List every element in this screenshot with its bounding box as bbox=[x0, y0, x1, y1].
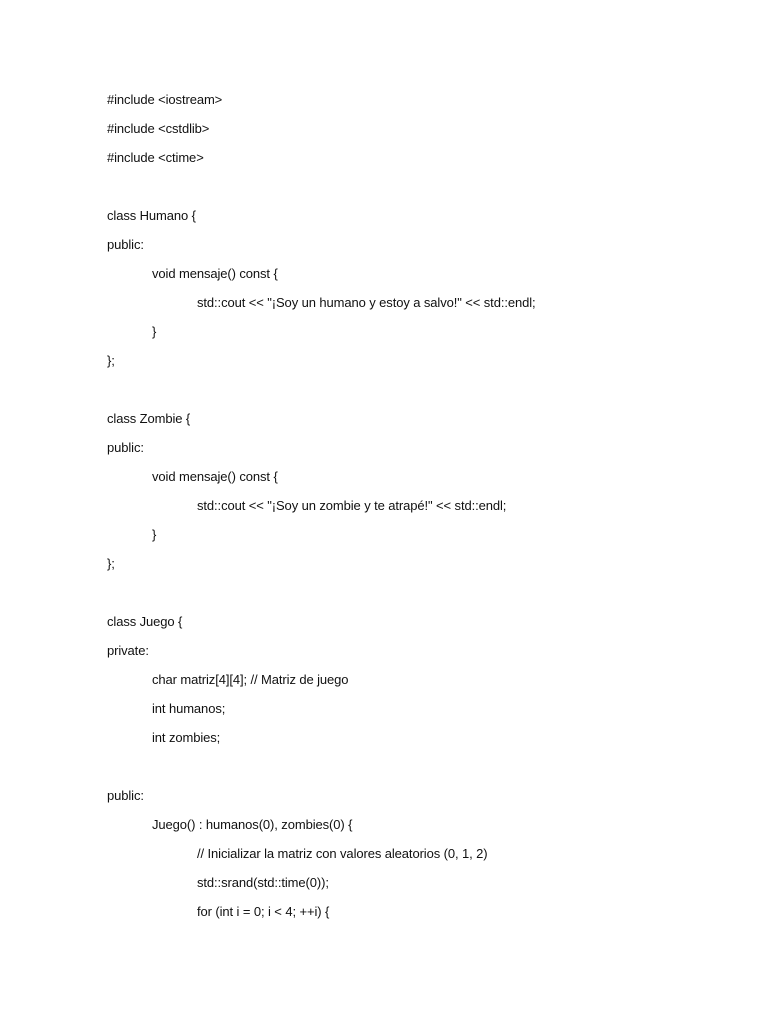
code-line: }; bbox=[107, 353, 115, 368]
code-line: private: bbox=[107, 643, 149, 658]
code-line: #include <ctime> bbox=[107, 150, 204, 165]
code-line: } bbox=[152, 527, 157, 542]
code-line: void mensaje() const { bbox=[152, 469, 278, 484]
blank-line bbox=[107, 381, 747, 410]
code-line: class Juego { bbox=[107, 614, 183, 629]
code-line: } bbox=[152, 324, 157, 339]
code-line: // Inicializar la matriz con valores aleatorios (0, 1, 2) bbox=[197, 846, 488, 861]
code-line: #include <iostream> bbox=[107, 92, 223, 107]
code-line: public: bbox=[107, 237, 144, 252]
blank-line bbox=[107, 758, 747, 787]
code-line: int humanos; bbox=[152, 701, 226, 716]
code-line: std::cout << "¡Soy un zombie y te atrapé!" << std::endl; bbox=[197, 498, 507, 513]
code-line: class Zombie { bbox=[107, 411, 191, 426]
code-line: char matriz[4][4]; // Matriz de juego bbox=[152, 672, 349, 687]
code-line: }; bbox=[107, 556, 115, 571]
code-line: Juego() : humanos(0), zombies(0) { bbox=[152, 817, 353, 832]
blank-line bbox=[107, 178, 747, 207]
code-line: void mensaje() const { bbox=[152, 266, 278, 281]
code-line: public: bbox=[107, 440, 144, 455]
code-line: for (int i = 0; i < 4; ++i) { bbox=[197, 904, 330, 919]
code-line: class Humano { bbox=[107, 208, 196, 223]
code-listing bbox=[107, 91, 747, 932]
code-line: int zombies; bbox=[152, 730, 221, 745]
code-line: public: bbox=[107, 788, 144, 803]
code-line: std::cout << "¡Soy un humano y estoy a salvo!" << std::endl; bbox=[197, 295, 536, 310]
code-line: #include <cstdlib> bbox=[107, 121, 210, 136]
blank-line bbox=[107, 584, 747, 613]
code-line: std::srand(std::time(0)); bbox=[197, 875, 329, 890]
